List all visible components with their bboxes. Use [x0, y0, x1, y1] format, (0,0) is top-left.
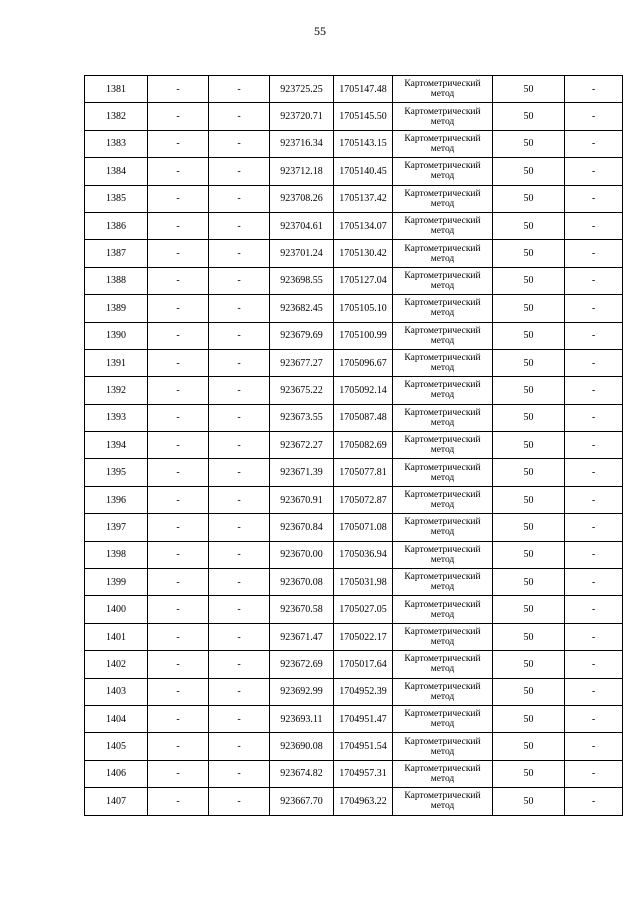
old-y-cell: - — [209, 596, 270, 623]
note-cell: - — [565, 322, 623, 349]
accuracy-cell: 50 — [493, 267, 565, 294]
old-x-cell: - — [148, 678, 209, 705]
accuracy-cell: 50 — [493, 404, 565, 431]
accuracy-cell: 50 — [493, 295, 565, 322]
old-x-cell: - — [148, 486, 209, 513]
y-coordinate-cell: 1704963.22 — [334, 788, 393, 815]
note-cell: - — [565, 623, 623, 650]
x-coordinate-cell: 923670.00 — [270, 541, 334, 568]
y-coordinate-cell: 1705100.99 — [334, 322, 393, 349]
old-y-cell: - — [209, 486, 270, 513]
table-row — [85, 432, 623, 459]
method-cell: Картометрический метод — [393, 596, 493, 623]
accuracy-cell: 50 — [493, 705, 565, 732]
point-number-cell: 1406 — [85, 760, 148, 787]
old-y-cell: - — [209, 760, 270, 787]
old-y-cell: - — [209, 212, 270, 239]
note-cell: - — [565, 486, 623, 513]
x-coordinate-cell: 923674.82 — [270, 760, 334, 787]
old-x-cell: - — [148, 349, 209, 376]
method-cell: Картометрический метод — [393, 130, 493, 157]
old-y-cell: - — [209, 788, 270, 815]
old-y-cell: - — [209, 349, 270, 376]
old-y-cell: - — [209, 103, 270, 130]
y-coordinate-cell: 1705096.67 — [334, 349, 393, 376]
old-y-cell: - — [209, 404, 270, 431]
table-row — [85, 569, 623, 596]
old-y-cell: - — [209, 130, 270, 157]
point-number-cell: 1395 — [85, 459, 148, 486]
method-cell: Картометрический метод — [393, 185, 493, 212]
note-cell: - — [565, 158, 623, 185]
accuracy-cell: 50 — [493, 760, 565, 787]
x-coordinate-cell: 923692.99 — [270, 678, 334, 705]
point-number-cell: 1392 — [85, 377, 148, 404]
x-coordinate-cell: 923671.47 — [270, 623, 334, 650]
x-coordinate-cell: 923698.55 — [270, 267, 334, 294]
accuracy-cell: 50 — [493, 651, 565, 678]
method-cell: Картометрический метод — [393, 705, 493, 732]
note-cell: - — [565, 76, 623, 103]
y-coordinate-cell: 1705027.05 — [334, 596, 393, 623]
accuracy-cell: 50 — [493, 130, 565, 157]
old-x-cell: - — [148, 76, 209, 103]
old-x-cell: - — [148, 459, 209, 486]
table-row — [85, 459, 623, 486]
method-cell: Картометрический метод — [393, 678, 493, 705]
old-x-cell: - — [148, 295, 209, 322]
accuracy-cell: 50 — [493, 103, 565, 130]
point-number-cell: 1407 — [85, 788, 148, 815]
note-cell: - — [565, 459, 623, 486]
table-row — [85, 404, 623, 431]
point-number-cell: 1386 — [85, 212, 148, 239]
old-x-cell: - — [148, 240, 209, 267]
y-coordinate-cell: 1705127.04 — [334, 267, 393, 294]
x-coordinate-cell: 923716.34 — [270, 130, 334, 157]
accuracy-cell: 50 — [493, 788, 565, 815]
x-coordinate-cell: 923677.27 — [270, 349, 334, 376]
y-coordinate-cell: 1705130.42 — [334, 240, 393, 267]
y-coordinate-cell: 1705145.50 — [334, 103, 393, 130]
y-coordinate-cell: 1705140.45 — [334, 158, 393, 185]
accuracy-cell: 50 — [493, 349, 565, 376]
table-row — [85, 541, 623, 568]
method-cell: Картометрический метод — [393, 76, 493, 103]
old-y-cell: - — [209, 541, 270, 568]
method-cell: Картометрический метод — [393, 486, 493, 513]
x-coordinate-cell: 923675.22 — [270, 377, 334, 404]
old-y-cell: - — [209, 322, 270, 349]
x-coordinate-cell: 923670.58 — [270, 596, 334, 623]
x-coordinate-cell: 923673.55 — [270, 404, 334, 431]
note-cell: - — [565, 212, 623, 239]
point-number-cell: 1384 — [85, 158, 148, 185]
old-x-cell: - — [148, 541, 209, 568]
y-coordinate-cell: 1705147.48 — [334, 76, 393, 103]
old-y-cell: - — [209, 623, 270, 650]
table-row — [85, 103, 623, 130]
x-coordinate-cell: 923679.69 — [270, 322, 334, 349]
point-number-cell: 1389 — [85, 295, 148, 322]
y-coordinate-cell: 1704957.31 — [334, 760, 393, 787]
y-coordinate-cell: 1705036.94 — [334, 541, 393, 568]
point-number-cell: 1397 — [85, 514, 148, 541]
old-x-cell: - — [148, 185, 209, 212]
table-row — [85, 295, 623, 322]
y-coordinate-cell: 1704952.39 — [334, 678, 393, 705]
point-number-cell: 1383 — [85, 130, 148, 157]
table-row — [85, 705, 623, 732]
accuracy-cell: 50 — [493, 733, 565, 760]
point-number-cell: 1399 — [85, 569, 148, 596]
method-cell: Картометрический метод — [393, 651, 493, 678]
x-coordinate-cell: 923671.39 — [270, 459, 334, 486]
method-cell: Картометрический метод — [393, 733, 493, 760]
accuracy-cell: 50 — [493, 158, 565, 185]
method-cell: Картометрический метод — [393, 514, 493, 541]
note-cell: - — [565, 349, 623, 376]
point-number-cell: 1382 — [85, 103, 148, 130]
note-cell: - — [565, 678, 623, 705]
accuracy-cell: 50 — [493, 76, 565, 103]
old-x-cell: - — [148, 651, 209, 678]
method-cell: Картометрический метод — [393, 760, 493, 787]
note-cell: - — [565, 596, 623, 623]
x-coordinate-cell: 923693.11 — [270, 705, 334, 732]
y-coordinate-cell: 1705071.08 — [334, 514, 393, 541]
x-coordinate-cell: 923682.45 — [270, 295, 334, 322]
old-x-cell: - — [148, 623, 209, 650]
old-x-cell: - — [148, 322, 209, 349]
method-cell: Картометрический метод — [393, 349, 493, 376]
old-x-cell: - — [148, 130, 209, 157]
method-cell: Картометрический метод — [393, 541, 493, 568]
table-row — [85, 349, 623, 376]
table-row — [85, 377, 623, 404]
method-cell: Картометрический метод — [393, 569, 493, 596]
old-y-cell: - — [209, 158, 270, 185]
y-coordinate-cell: 1705134.07 — [334, 212, 393, 239]
method-cell: Картометрический метод — [393, 322, 493, 349]
old-x-cell: - — [148, 569, 209, 596]
old-y-cell: - — [209, 705, 270, 732]
table-row — [85, 212, 623, 239]
y-coordinate-cell: 1705087.48 — [334, 404, 393, 431]
old-x-cell: - — [148, 158, 209, 185]
method-cell: Картометрический метод — [393, 377, 493, 404]
method-cell: Картометрический метод — [393, 212, 493, 239]
x-coordinate-cell: 923720.71 — [270, 103, 334, 130]
accuracy-cell: 50 — [493, 678, 565, 705]
old-x-cell: - — [148, 705, 209, 732]
old-y-cell: - — [209, 569, 270, 596]
x-coordinate-cell: 923690.08 — [270, 733, 334, 760]
point-number-cell: 1394 — [85, 432, 148, 459]
note-cell: - — [565, 432, 623, 459]
x-coordinate-cell: 923712.18 — [270, 158, 334, 185]
point-number-cell: 1391 — [85, 349, 148, 376]
note-cell: - — [565, 514, 623, 541]
x-coordinate-cell: 923670.91 — [270, 486, 334, 513]
point-number-cell: 1396 — [85, 486, 148, 513]
x-coordinate-cell: 923670.84 — [270, 514, 334, 541]
note-cell: - — [565, 240, 623, 267]
old-x-cell: - — [148, 733, 209, 760]
note-cell: - — [565, 733, 623, 760]
old-y-cell: - — [209, 295, 270, 322]
coordinates-table — [84, 75, 623, 816]
accuracy-cell: 50 — [493, 432, 565, 459]
old-y-cell: - — [209, 185, 270, 212]
method-cell: Картометрический метод — [393, 459, 493, 486]
point-number-cell: 1400 — [85, 596, 148, 623]
table-row — [85, 678, 623, 705]
table-row — [85, 267, 623, 294]
table-row — [85, 788, 623, 815]
old-y-cell: - — [209, 459, 270, 486]
old-y-cell: - — [209, 240, 270, 267]
accuracy-cell: 50 — [493, 240, 565, 267]
point-number-cell: 1381 — [85, 76, 148, 103]
x-coordinate-cell: 923670.08 — [270, 569, 334, 596]
method-cell: Картометрический метод — [393, 240, 493, 267]
note-cell: - — [565, 103, 623, 130]
accuracy-cell: 50 — [493, 596, 565, 623]
method-cell: Картометрический метод — [393, 267, 493, 294]
old-y-cell: - — [209, 377, 270, 404]
note-cell: - — [565, 404, 623, 431]
accuracy-cell: 50 — [493, 514, 565, 541]
note-cell: - — [565, 267, 623, 294]
table-row — [85, 130, 623, 157]
method-cell: Картометрический метод — [393, 623, 493, 650]
method-cell: Картометрический метод — [393, 788, 493, 815]
note-cell: - — [565, 377, 623, 404]
page-number: 55 — [314, 24, 326, 38]
y-coordinate-cell: 1705022.17 — [334, 623, 393, 650]
old-x-cell: - — [148, 788, 209, 815]
old-x-cell: - — [148, 596, 209, 623]
table-row — [85, 486, 623, 513]
y-coordinate-cell: 1704951.47 — [334, 705, 393, 732]
coordinates-table-body — [85, 76, 623, 816]
note-cell: - — [565, 569, 623, 596]
point-number-cell: 1402 — [85, 651, 148, 678]
old-x-cell: - — [148, 212, 209, 239]
old-y-cell: - — [209, 514, 270, 541]
table-row — [85, 760, 623, 787]
old-x-cell: - — [148, 103, 209, 130]
old-y-cell: - — [209, 733, 270, 760]
note-cell: - — [565, 295, 623, 322]
y-coordinate-cell: 1705031.98 — [334, 569, 393, 596]
point-number-cell: 1401 — [85, 623, 148, 650]
method-cell: Картометрический метод — [393, 158, 493, 185]
x-coordinate-cell: 923704.61 — [270, 212, 334, 239]
method-cell: Картометрический метод — [393, 404, 493, 431]
point-number-cell: 1393 — [85, 404, 148, 431]
note-cell: - — [565, 705, 623, 732]
point-number-cell: 1390 — [85, 322, 148, 349]
old-y-cell: - — [209, 651, 270, 678]
accuracy-cell: 50 — [493, 185, 565, 212]
y-coordinate-cell: 1705072.87 — [334, 486, 393, 513]
note-cell: - — [565, 788, 623, 815]
note-cell: - — [565, 130, 623, 157]
table-row — [85, 596, 623, 623]
y-coordinate-cell: 1705137.42 — [334, 185, 393, 212]
old-x-cell: - — [148, 267, 209, 294]
accuracy-cell: 50 — [493, 459, 565, 486]
x-coordinate-cell: 923725.25 — [270, 76, 334, 103]
y-coordinate-cell: 1704951.54 — [334, 733, 393, 760]
accuracy-cell: 50 — [493, 377, 565, 404]
point-number-cell: 1385 — [85, 185, 148, 212]
accuracy-cell: 50 — [493, 322, 565, 349]
x-coordinate-cell: 923672.69 — [270, 651, 334, 678]
y-coordinate-cell: 1705017.64 — [334, 651, 393, 678]
y-coordinate-cell: 1705143.15 — [334, 130, 393, 157]
point-number-cell: 1404 — [85, 705, 148, 732]
old-y-cell: - — [209, 432, 270, 459]
accuracy-cell: 50 — [493, 212, 565, 239]
method-cell: Картометрический метод — [393, 432, 493, 459]
accuracy-cell: 50 — [493, 541, 565, 568]
table-row — [85, 322, 623, 349]
note-cell: - — [565, 185, 623, 212]
table-row — [85, 514, 623, 541]
accuracy-cell: 50 — [493, 486, 565, 513]
point-number-cell: 1387 — [85, 240, 148, 267]
table-row — [85, 240, 623, 267]
y-coordinate-cell: 1705077.81 — [334, 459, 393, 486]
note-cell: - — [565, 651, 623, 678]
point-number-cell: 1398 — [85, 541, 148, 568]
note-cell: - — [565, 541, 623, 568]
y-coordinate-cell: 1705082.69 — [334, 432, 393, 459]
table-row — [85, 651, 623, 678]
point-number-cell: 1388 — [85, 267, 148, 294]
old-x-cell: - — [148, 404, 209, 431]
method-cell: Картометрический метод — [393, 103, 493, 130]
x-coordinate-cell: 923701.24 — [270, 240, 334, 267]
table-row — [85, 733, 623, 760]
old-y-cell: - — [209, 76, 270, 103]
table-row — [85, 158, 623, 185]
table-row — [85, 623, 623, 650]
old-y-cell: - — [209, 678, 270, 705]
table-row — [85, 185, 623, 212]
table-row — [85, 76, 623, 103]
accuracy-cell: 50 — [493, 569, 565, 596]
old-y-cell: - — [209, 267, 270, 294]
old-x-cell: - — [148, 377, 209, 404]
accuracy-cell: 50 — [493, 623, 565, 650]
x-coordinate-cell: 923708.26 — [270, 185, 334, 212]
old-x-cell: - — [148, 514, 209, 541]
y-coordinate-cell: 1705105.10 — [334, 295, 393, 322]
old-x-cell: - — [148, 760, 209, 787]
x-coordinate-cell: 923672.27 — [270, 432, 334, 459]
note-cell: - — [565, 760, 623, 787]
point-number-cell: 1403 — [85, 678, 148, 705]
method-cell: Картометрический метод — [393, 295, 493, 322]
y-coordinate-cell: 1705092.14 — [334, 377, 393, 404]
x-coordinate-cell: 923667.70 — [270, 788, 334, 815]
old-x-cell: - — [148, 432, 209, 459]
point-number-cell: 1405 — [85, 733, 148, 760]
